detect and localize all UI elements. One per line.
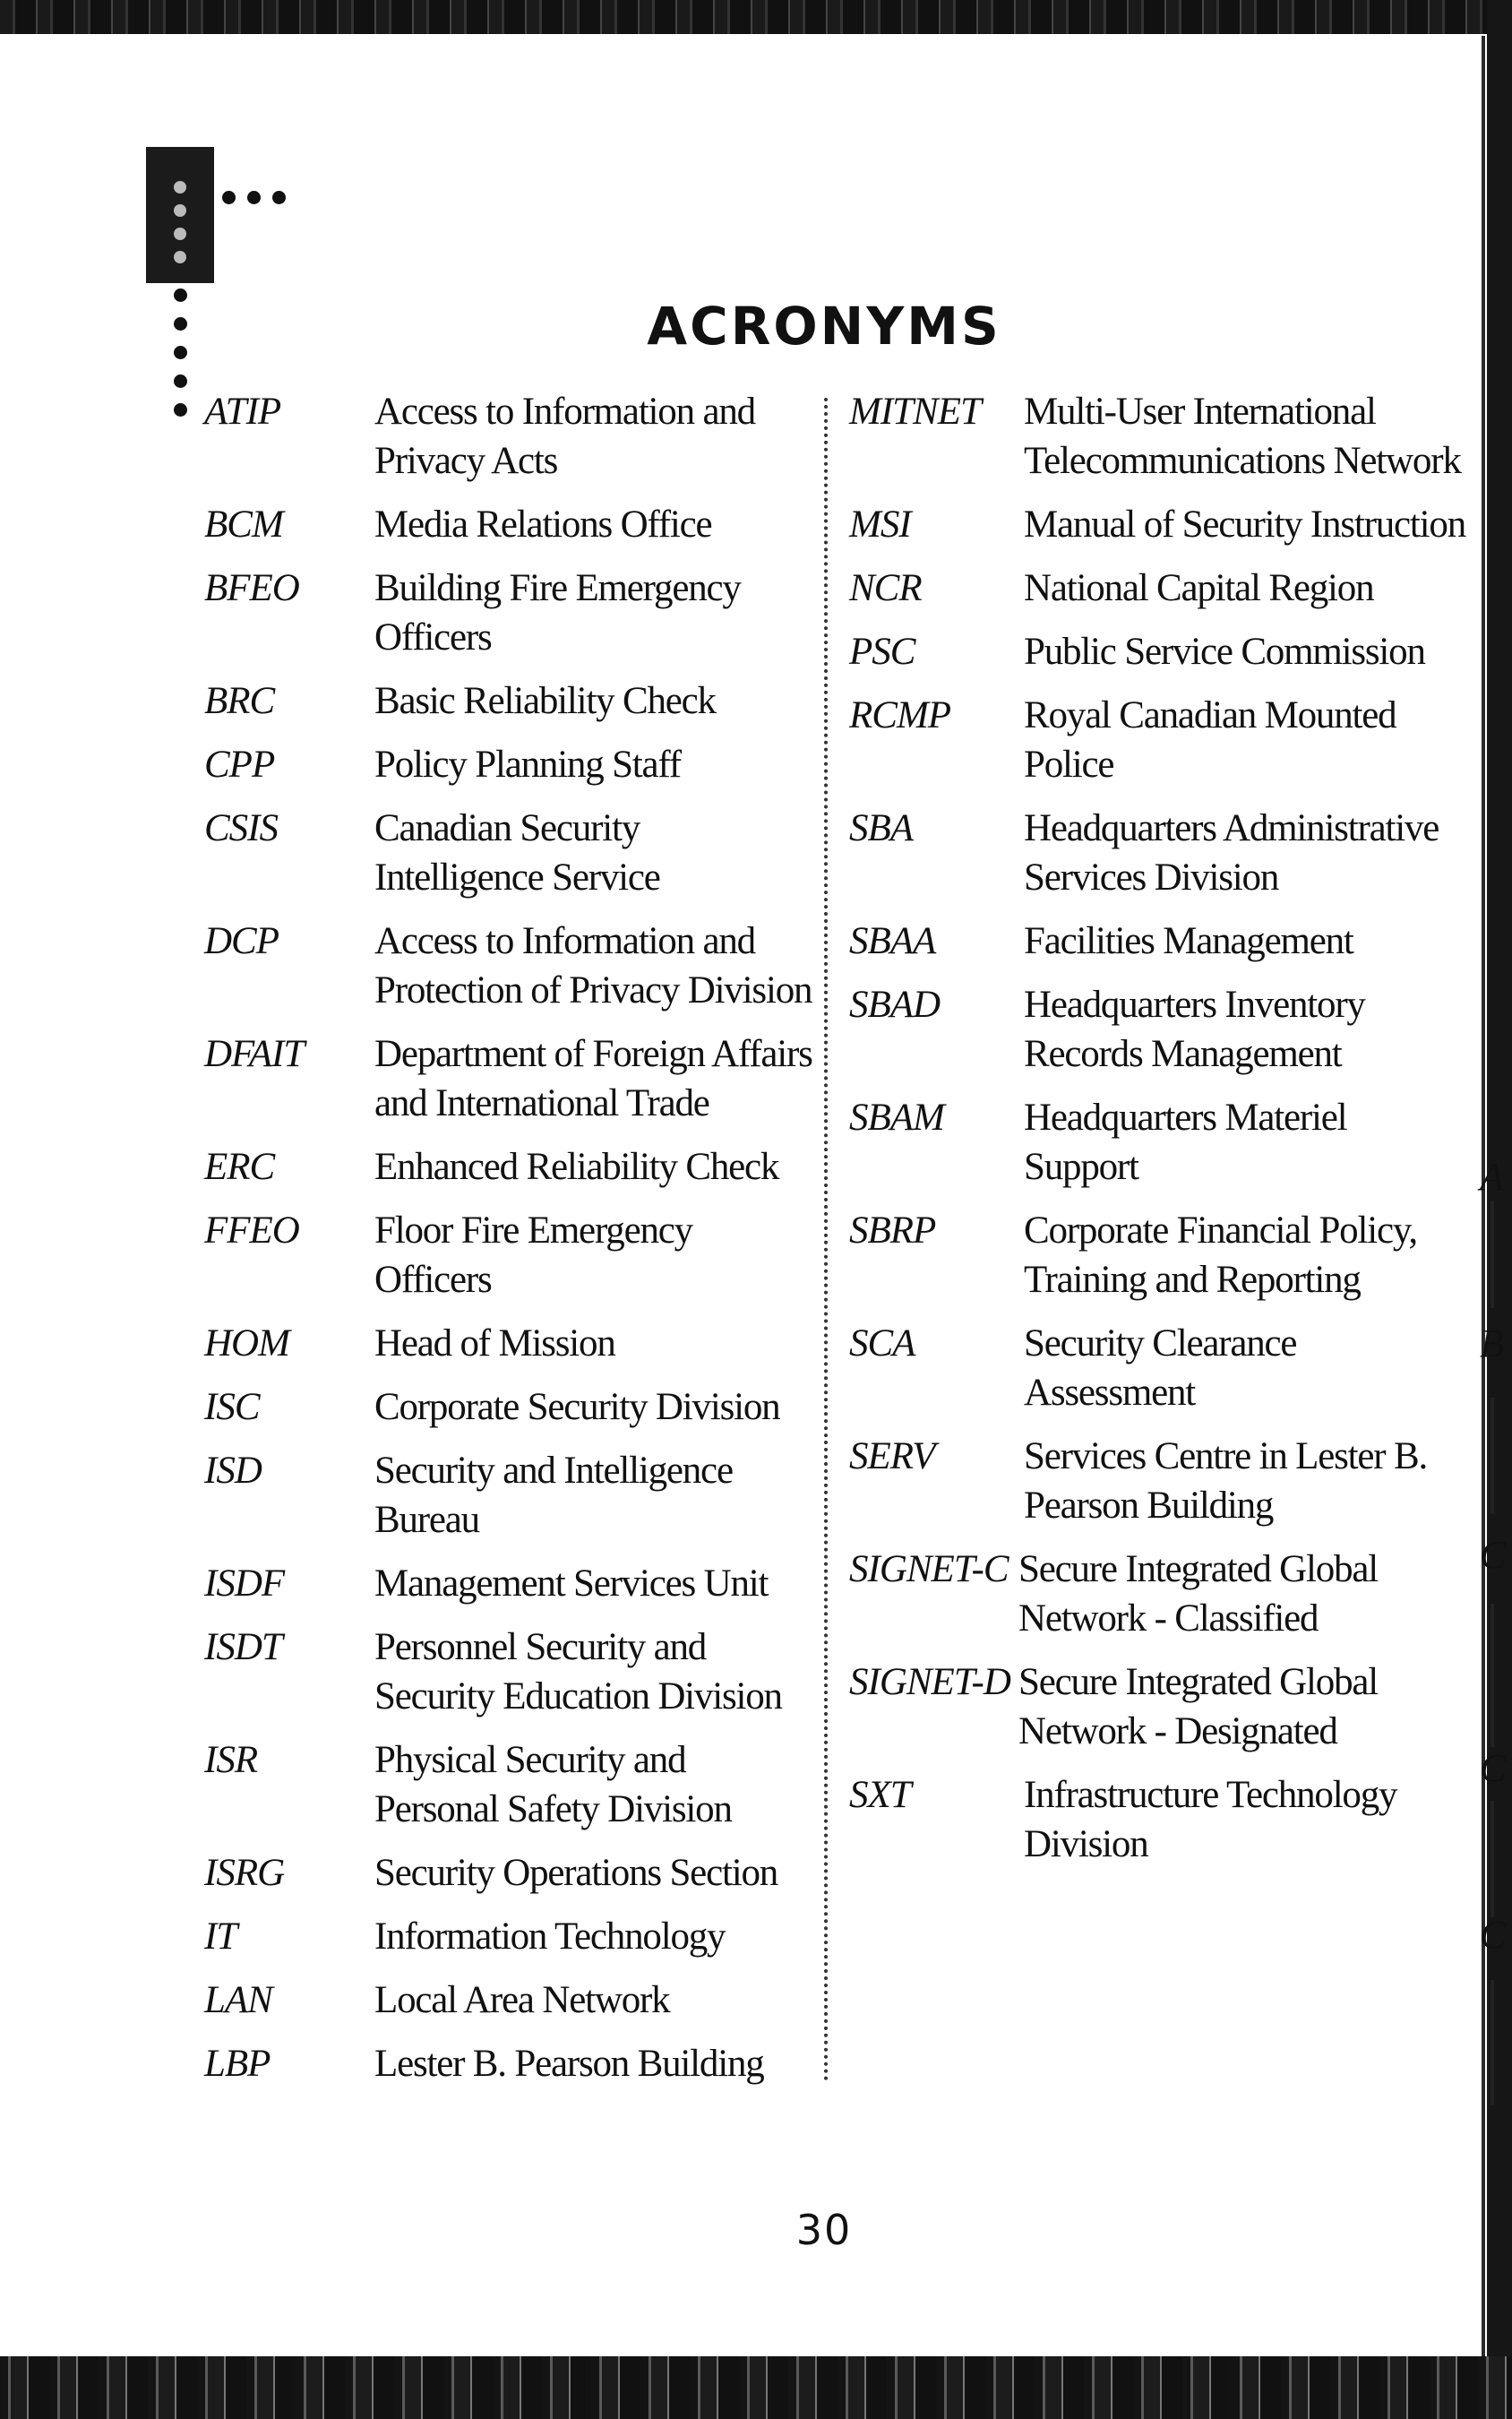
page-title: ACRONYMS bbox=[647, 296, 1001, 357]
acronym: DFAIT bbox=[204, 1033, 305, 1075]
acronym: BCM bbox=[204, 504, 283, 546]
acronym-list-left bbox=[204, 387, 813, 2103]
acronym: ISDF bbox=[204, 1562, 285, 1605]
margin-letter: C bbox=[1480, 1746, 1507, 1790]
acronym-definition: Facilities Management bbox=[1024, 920, 1353, 962]
acronym-entry bbox=[849, 691, 1467, 789]
decor-dot-icon bbox=[174, 181, 186, 194]
margin-bar bbox=[1491, 1801, 1494, 1917]
acronym-definition: Management Services Unit bbox=[374, 1562, 769, 1605]
acronym-definition: Headquarters Inventory Records Management bbox=[1024, 984, 1365, 1075]
margin-bar bbox=[1491, 1398, 1494, 1514]
acronym-definition: Headquarters Materiel Support bbox=[1024, 1097, 1347, 1188]
acronym-entry bbox=[204, 917, 813, 1015]
acronym-entry bbox=[204, 1912, 813, 1961]
acronym: NCR bbox=[849, 567, 922, 609]
acronym-entry bbox=[849, 1770, 1467, 1869]
corner-decoration-block bbox=[146, 147, 214, 283]
decor-dot-icon bbox=[272, 191, 286, 204]
acronym-definition: Security Operations Section bbox=[374, 1852, 778, 1894]
acronym-entry bbox=[204, 1848, 813, 1898]
acronym-definition: Policy Planning Staff bbox=[374, 744, 681, 786]
acronym-entry bbox=[204, 1976, 813, 2025]
acronym: SBA bbox=[849, 807, 914, 849]
acronym: SBAA bbox=[849, 920, 936, 962]
acronym-entry bbox=[204, 1142, 813, 1192]
decor-dot-icon bbox=[174, 228, 186, 240]
acronym-definition: Multi-User International Telecommunications Network bbox=[1024, 391, 1461, 482]
acronym-entry bbox=[204, 1735, 813, 1834]
margin-bar bbox=[1491, 1604, 1494, 1747]
acronym: LAN bbox=[204, 1979, 272, 2021]
margin-letter: B bbox=[1480, 1321, 1504, 1365]
acronym-entry bbox=[204, 1206, 813, 1304]
acronym-entry bbox=[204, 1029, 813, 1128]
acronym-entry bbox=[849, 917, 1467, 966]
acronym: CPP bbox=[204, 744, 275, 786]
acronym-definition: Corporate Financial Policy, Training and Reporting bbox=[1024, 1210, 1417, 1301]
acronym-definition: Head of Mission bbox=[374, 1322, 615, 1364]
acronym-entry bbox=[204, 1319, 813, 1368]
acronym: HOM bbox=[204, 1322, 289, 1364]
acronym-definition: Local Area Network bbox=[374, 1979, 670, 2021]
acronym: SIGNET-C bbox=[849, 1548, 1009, 1590]
acronym-definition: Information Technology bbox=[374, 1915, 726, 1958]
decor-dot-icon bbox=[174, 403, 187, 417]
acronym: SBAD bbox=[849, 984, 941, 1026]
acronym: SXT bbox=[849, 1774, 911, 1816]
acronym-definition: Royal Canadian Mounted Police bbox=[1024, 694, 1396, 786]
scan-border-bottom bbox=[0, 2356, 1512, 2419]
acronym-definition: Building Fire Emergency Officers bbox=[374, 567, 741, 659]
decor-dot-icon bbox=[222, 191, 236, 204]
acronym-definition: Security and Intelligence Bureau bbox=[374, 1450, 733, 1541]
acronym: BRC bbox=[204, 680, 275, 722]
acronym: ERC bbox=[204, 1146, 275, 1188]
column-divider bbox=[824, 398, 828, 2082]
margin-letter: C bbox=[1480, 1913, 1507, 1957]
scan-border-top bbox=[0, 0, 1512, 34]
acronym-entry bbox=[204, 1623, 813, 1721]
acronym-definition: Physical Security and Personal Safety Division bbox=[374, 1739, 732, 1830]
acronym-entry bbox=[204, 740, 813, 789]
acronym-definition: Media Relations Office bbox=[374, 504, 712, 546]
decor-dot-icon bbox=[247, 191, 261, 204]
acronym-definition: Canadian Security Intelligence Service bbox=[374, 807, 660, 899]
acronym: ISDT bbox=[204, 1626, 282, 1668]
acronym-definition: Personnel Security and Security Education Division bbox=[374, 1626, 782, 1717]
acronym: FFEO bbox=[204, 1210, 299, 1252]
acronym-definition: National Capital Region bbox=[1024, 567, 1374, 609]
acronym-list-right bbox=[849, 387, 1467, 1883]
acronym-definition: Infrastructure Technology Division bbox=[1024, 1774, 1397, 1865]
acronym-entry bbox=[204, 676, 813, 726]
acronym-entry bbox=[849, 1432, 1467, 1530]
acronym-definition: Security Clearance Assessment bbox=[1024, 1322, 1297, 1414]
acronym-definition: Manual of Security Instruction bbox=[1024, 504, 1466, 546]
acronym-entry bbox=[849, 564, 1467, 613]
acronym-definition: Services Centre in Lester B. Pearson Building bbox=[1024, 1435, 1428, 1527]
decor-dot-icon bbox=[174, 204, 186, 217]
acronym-entry bbox=[204, 500, 813, 549]
acronym: SERV bbox=[849, 1435, 935, 1477]
acronym-definition: Lester B. Pearson Building bbox=[374, 2043, 764, 2085]
acronym-definition: Enhanced Reliability Check bbox=[374, 1146, 779, 1188]
acronym-definition: Access to Information and Privacy Acts bbox=[374, 391, 755, 482]
acronym: PSC bbox=[849, 631, 915, 673]
acronym-definition: Corporate Security Division bbox=[374, 1386, 780, 1428]
acronym: BFEO bbox=[204, 567, 299, 609]
acronym: SBRP bbox=[849, 1210, 936, 1252]
acronym-entry bbox=[849, 1545, 1467, 1643]
acronym-entry bbox=[204, 564, 813, 662]
acronym-entry bbox=[849, 1093, 1467, 1192]
acronym-entry bbox=[849, 627, 1467, 676]
acronym: MSI bbox=[849, 504, 911, 546]
acronym: LBP bbox=[204, 2043, 271, 2085]
acronym: ATIP bbox=[204, 391, 281, 433]
decor-dot-icon bbox=[174, 374, 187, 388]
margin-bar bbox=[1491, 1980, 1494, 2105]
acronym-entry bbox=[204, 1559, 813, 1608]
margin-letter: A bbox=[1480, 1155, 1504, 1199]
acronym-definition: Access to Information and Protection of Privacy Division bbox=[374, 920, 812, 1012]
acronym: IT bbox=[204, 1915, 237, 1958]
acronym-definition: Department of Foreign Affairs and International Trade bbox=[374, 1033, 812, 1124]
acronym-entry bbox=[849, 1319, 1467, 1417]
acronym: ISD bbox=[204, 1450, 262, 1492]
acronym-entry bbox=[849, 387, 1467, 486]
acronym-definition: Headquarters Administrative Services Division bbox=[1024, 807, 1439, 899]
acronym: ISC bbox=[204, 1386, 260, 1428]
margin-bar bbox=[1491, 1201, 1494, 1308]
acronym-entry bbox=[204, 2039, 813, 2088]
acronym: RCMP bbox=[849, 694, 951, 736]
acronym-entry bbox=[849, 804, 1467, 902]
acronym-entry bbox=[204, 804, 813, 902]
acronym: ISR bbox=[204, 1739, 258, 1781]
acronym-entry bbox=[204, 387, 813, 486]
decor-dot-icon bbox=[174, 251, 186, 263]
acronym-definition: Secure Integrated Global Network - Designated bbox=[1018, 1661, 1379, 1752]
acronym: SBAM bbox=[849, 1097, 944, 1139]
acronym-definition: Floor Fire Emergency Officers bbox=[374, 1210, 692, 1301]
acronym-entry bbox=[204, 1446, 813, 1545]
margin-letter: C bbox=[1480, 1533, 1507, 1577]
acronym: ISRG bbox=[204, 1852, 285, 1894]
acronym: CSIS bbox=[204, 807, 278, 849]
acronym: DCP bbox=[204, 920, 279, 962]
acronym-definition: Basic Reliability Check bbox=[374, 680, 716, 722]
page-number: 30 bbox=[795, 2206, 853, 2254]
acronym-entry bbox=[849, 1657, 1467, 1756]
acronym-definition: Secure Integrated Global Network - Classified bbox=[1018, 1548, 1379, 1640]
acronym-definition: Public Service Commission bbox=[1024, 631, 1425, 673]
acronym: SIGNET-D bbox=[849, 1661, 1010, 1703]
acronym-entry bbox=[849, 500, 1467, 549]
acronym-entry bbox=[849, 980, 1467, 1079]
acronym-entry bbox=[204, 1382, 813, 1432]
acronym-entry bbox=[849, 1206, 1467, 1304]
acronym: MITNET bbox=[849, 391, 981, 433]
acronym: SCA bbox=[849, 1322, 915, 1364]
